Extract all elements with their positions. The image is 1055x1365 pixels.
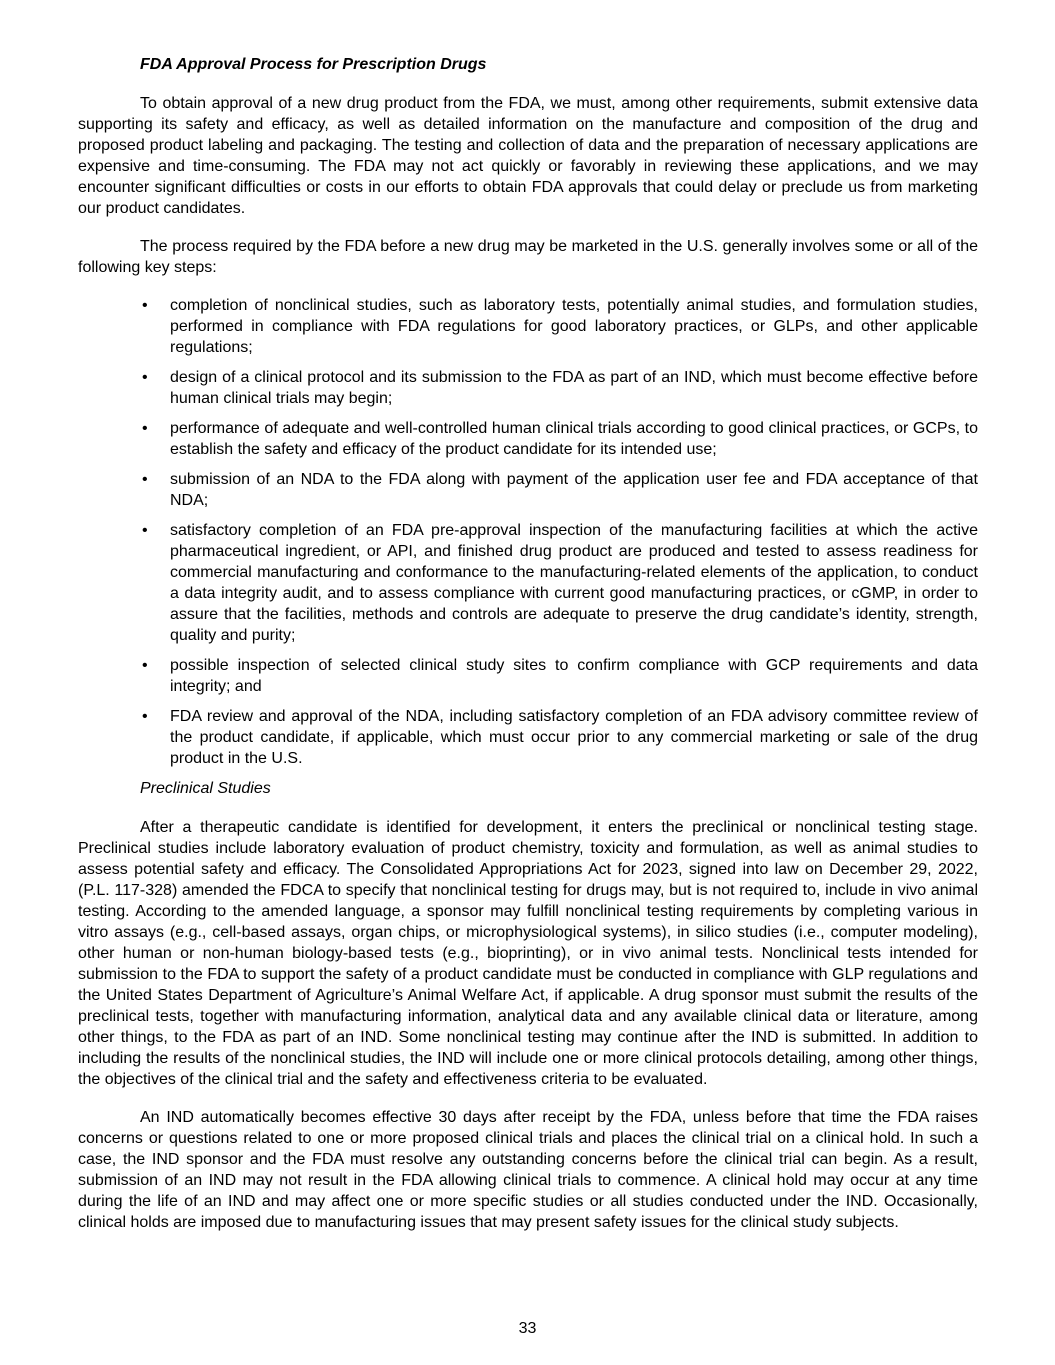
section-heading-fda-approval-process: FDA Approval Process for Prescription Drugs — [140, 56, 487, 73]
list-item-nonclinical-studies — [78, 295, 978, 358]
page-number: 33 — [518, 1320, 537, 1337]
bullet-icon: • — [142, 522, 148, 539]
bullet-icon: • — [142, 657, 148, 674]
list-item-text: submission of an NDA to the FDA along with payment of the application user fee and FDA acceptance of that NDA; — [170, 471, 978, 509]
paragraph-fda-approval-intro: To obtain approval of a new drug product from the FDA, we must, among other requirements, submit extensive data supporting its safety and efficacy, as well as detailed information on the manufacture and composition of the drug and proposed product labeling and packaging. The testing and collection of data and the preparation of necessary applications are expensive and time-consuming. The FDA may not act quickly or favorably in reviewing these applications, and we may encounter significant difficulties or costs in our efforts to obtain FDA approvals that could delay or preclude us from marketing our product candidates. — [78, 95, 978, 217]
list-item-fda-review — [78, 706, 978, 769]
bullet-icon: • — [142, 369, 148, 386]
bullet-icon: • — [142, 297, 148, 314]
list-item-text: completion of nonclinical studies, such as laboratory tests, potentially animal studies, and formulation studies, performed in compliance with FDA regulations for good laboratory practices, or GLPs, and other applicable regulations; — [170, 297, 978, 356]
paragraph-preclinical-studies: After a therapeutic candidate is identified for development, it enters the preclinical or nonclinical testing stage. Preclinical studies include laboratory evaluation of product chemistry, toxicity and formulation, as well as animal studies to assess potential safety and efficacy. The Consolidated Appropriations Act for 2023, signed into law on December 29, 2022, (P.L. 117-328) amended the FDCA to specify that nonclinical testing for drugs may, but is not required to, include in vivo animal testing. According to the amended language, a sponsor may fulfill nonclinical testing requirements by completing various in vitro assays (e.g., cell-based assays, organ chips, or microphysiological systems), in silico studies (i.e., computer modeling), other human or non-human biology-based tests (e.g., bioprinting), or in vivo animal tests. Nonclinical tests intended for submission to the FDA to support the safety of a product candidate must be conducted in compliance with GLP regulations and the United States Department of Agriculture’s Animal Welfare Act, if applicable. A drug sponsor must submit the results of the preclinical tests, together with manufacturing information, analytical data and any available clinical data or literature, among other things, to the FDA as part of an IND. Some nonclinical testing may continue after the IND is submitted. In addition to including the results of the nonclinical studies, the IND will include one or more clinical protocols detailing, among other things, the objectives of the clinical trial and the safety and effectiveness criteria to be evaluated. — [78, 819, 978, 1088]
paragraph-ind-clinical-hold: An IND automatically becomes effective 30 days after receipt by the FDA, unless before that time the FDA raises concerns or questions related to one or more proposed clinical trials and places the clinical trial on a clinical hold. In such a case, the IND sponsor and the FDA must resolve any outstanding concerns before the clinical trial can begin. As a result, submission of an IND may not result in the FDA allowing clinical trials to commence. A clinical hold may occur at any time during the life of an IND and may affect one or more specific studies or all studies conducted under the IND. Occasionally, clinical holds are imposed due to manufacturing issues that may present safety issues for the clinical study subjects. — [78, 1109, 978, 1231]
list-item-text: possible inspection of selected clinical study sites to confirm compliance with GCP requirements and data integrity; and — [170, 657, 978, 695]
list-item-clinical-trials — [78, 418, 978, 460]
list-item-nda-submission — [78, 469, 978, 511]
list-item-text: design of a clinical protocol and its submission to the FDA as part of an IND, which must become effective before human clinical trials may begin; — [170, 369, 978, 407]
list-item-clinical-protocol — [78, 367, 978, 409]
list-item-text: satisfactory completion of an FDA pre-approval inspection of the manufacturing facilities at which the active pharmaceutical ingredient, or API, and finished drug product are produced and tested to assess readiness for commercial manufacturing and conformance to the manufacturing-related elements of the application, to conduct a data integrity audit, and to assess compliance with current good manufacturing practices, or cGMP, in order to assure that the facilities, methods and controls are adequate to preserve the drug candidate’s identity, strength, quality and purity; — [170, 522, 978, 644]
list-item-text: performance of adequate and well-controlled human clinical trials according to good clinical practices, or GCPs, to establish the safety and efficacy of the product candidate for its intended use; — [170, 420, 978, 458]
key-steps-list — [78, 295, 978, 769]
list-item-text: FDA review and approval of the NDA, including satisfactory completion of an FDA advisory committee review of the product candidate, if applicable, which must occur prior to any commercial marketing or sale of the drug product in the U.S. — [170, 708, 978, 767]
bullet-icon: • — [142, 471, 148, 488]
bullet-icon: • — [142, 708, 148, 725]
paragraph-key-steps-intro: The process required by the FDA before a new drug may be marketed in the U.S. generally involves some or all of the following key steps: — [78, 238, 978, 276]
list-item-preapproval-inspection — [78, 520, 978, 646]
section-heading-preclinical-studies: Preclinical Studies — [140, 780, 271, 797]
list-item-site-inspection — [78, 655, 978, 697]
bullet-icon: • — [142, 420, 148, 437]
